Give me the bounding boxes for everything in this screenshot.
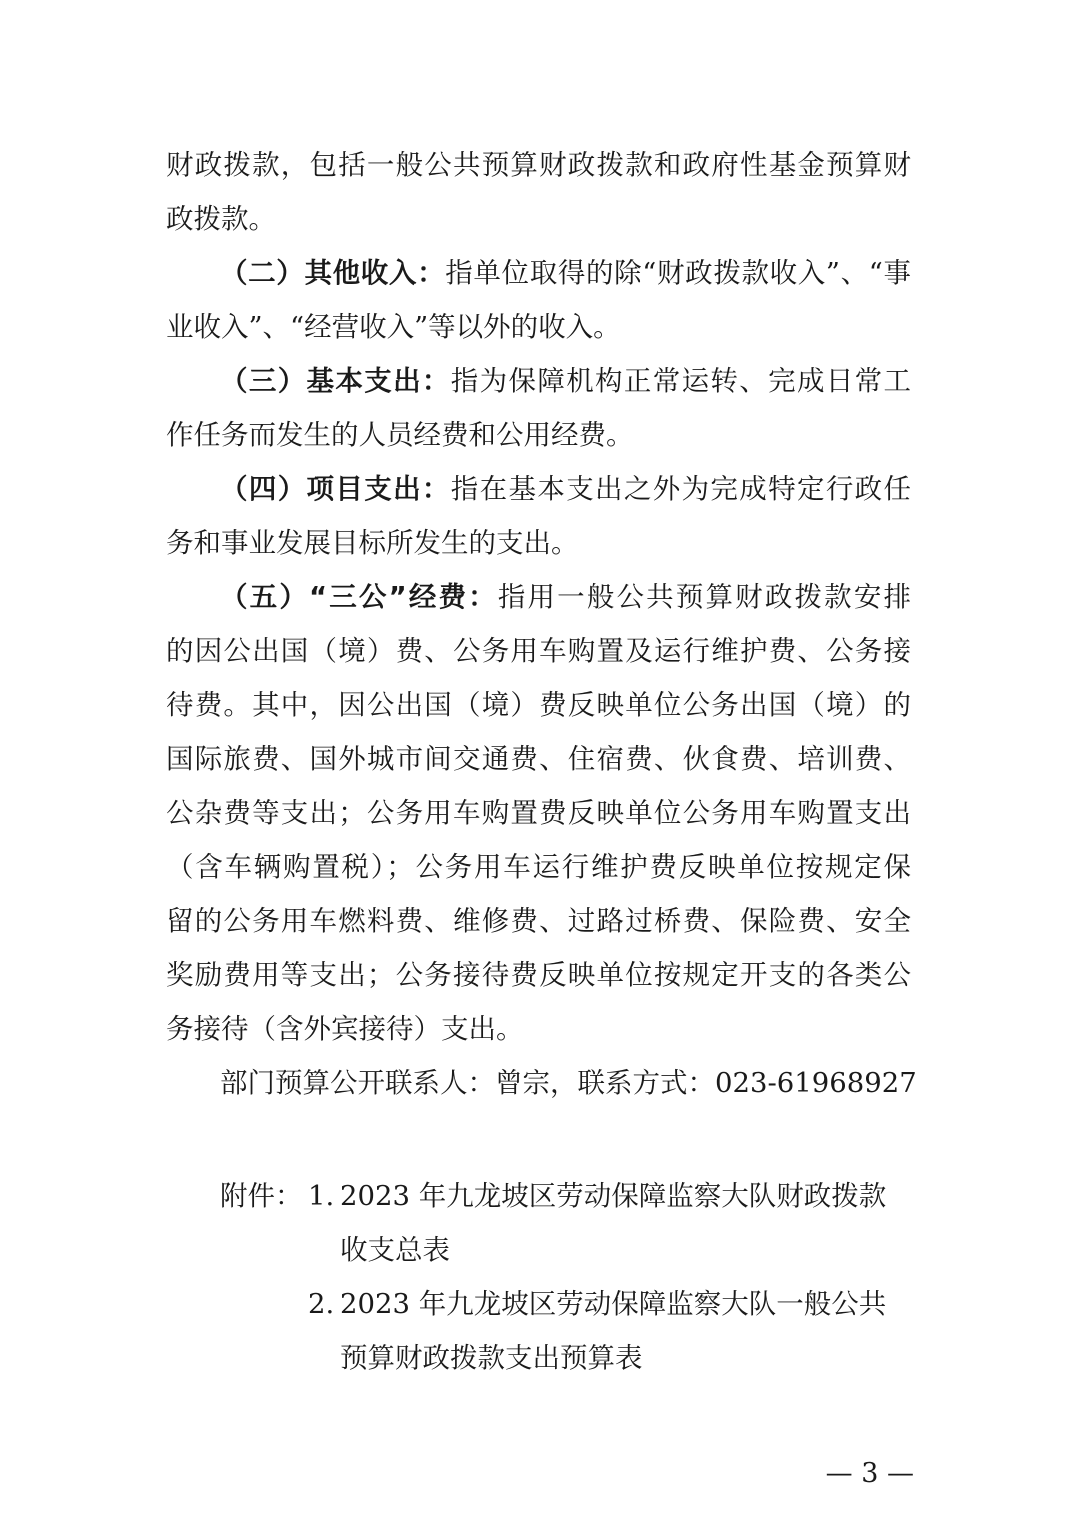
section-4-text: 指在基本支出之外为完成特定行政任 [450, 473, 912, 505]
body-line: 奖励费用等支出；公务接待费反映单位按规定开支的各类公 [166, 959, 911, 991]
attachment-2-title-cont: 预算财政拨款支出预算表 [340, 1342, 643, 1374]
body-line: 的因公出国（境）费、公务用车购置及运行维护费、公务接 [166, 635, 911, 667]
section-2-text: 指单位取得的除“财政拨款收入”、“事 [445, 257, 912, 289]
body-line: 务接待（含外宾接待）支出。 [166, 1013, 524, 1045]
body-line: （含车辆购置税）；公务用车运行维护费反映单位按规定保 [166, 851, 911, 883]
section-4-label: （四）项目支出： [220, 473, 451, 505]
contact-line: 部门预算公开联系人：曾宗，联系方式：023-61968927 [220, 1067, 917, 1099]
body-line: 务和事业发展目标所发生的支出。 [166, 527, 579, 559]
body-line: 作任务而发生的人员经费和公用经费。 [166, 419, 634, 451]
attachment-2-title: 2023 年九龙坡区劳动保障监察大队一般公共 [340, 1288, 887, 1320]
section-4-line-1 [220, 469, 911, 509]
body-line: 财政拨款，包括一般公共预算财政拨款和政府性基金预算财 [166, 149, 911, 181]
body-line: 公杂费等支出；公务用车购置费反映单位公务用车购置支出 [166, 797, 911, 829]
section-5-text: 指用一般公共预算财政拨款安排 [497, 581, 911, 613]
section-2-label: （二）其他收入： [220, 257, 446, 289]
section-2-line-1 [220, 253, 911, 293]
page-number: — 3 — [825, 1458, 914, 1489]
attachment-1-number: 1. [308, 1180, 335, 1212]
section-3-text: 指为保障机构正常运转、完成日常工 [450, 365, 912, 397]
body-line: 业收入”、“经营收入”等以外的收入。 [166, 311, 621, 343]
attachment-2-number: 2. [308, 1288, 335, 1320]
body-line: 国际旅费、国外城市间交通费、住宿费、伙食费、培训费、 [166, 743, 911, 775]
section-3-line-1 [220, 361, 911, 401]
section-5-line-1 [220, 577, 911, 617]
body-line: 留的公务用车燃料费、维修费、过路过桥费、保险费、安全 [166, 905, 911, 937]
body-line: 待费。其中，因公出国（境）费反映单位公务出国（境）的 [166, 689, 911, 721]
attachment-1-title: 2023 年九龙坡区劳动保障监察大队财政拨款 [340, 1180, 887, 1212]
section-5-label: （五）“三公”经费： [220, 581, 498, 613]
attachment-1-title-cont: 收支总表 [340, 1234, 450, 1266]
section-3-label: （三）基本支出： [220, 365, 451, 397]
attachments-label: 附件： [220, 1180, 303, 1212]
body-line: 政拨款。 [166, 203, 276, 235]
